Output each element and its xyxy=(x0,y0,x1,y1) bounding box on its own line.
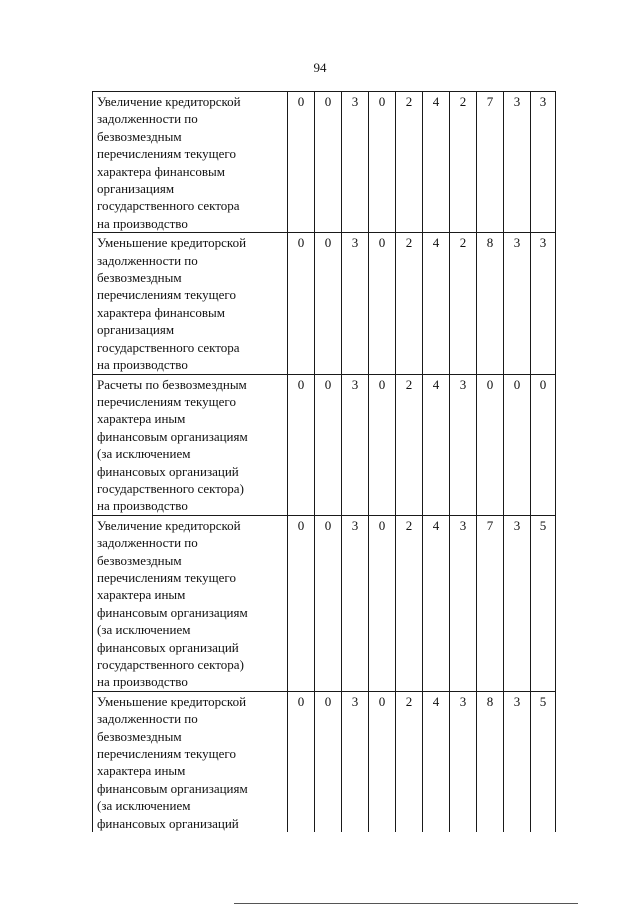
code-digit: 0 xyxy=(315,515,342,691)
code-digit: 0 xyxy=(369,515,396,691)
code-digit: 7 xyxy=(477,515,504,691)
page-number: 94 xyxy=(313,60,327,75)
code-digit: 3 xyxy=(342,374,369,515)
code-digit: 0 xyxy=(369,374,396,515)
label-line: задолженности по xyxy=(97,111,198,127)
label-line: финансовых организаций xyxy=(97,639,239,655)
code-digit: 0 xyxy=(531,374,556,515)
code-digit: 8 xyxy=(477,691,504,832)
table-row xyxy=(93,515,556,691)
code-digit: 0 xyxy=(315,691,342,832)
label-line: Уменьшение кредиторской xyxy=(97,235,247,251)
code-digit: 3 xyxy=(342,233,369,374)
code-digit: 3 xyxy=(450,374,477,515)
label-line: (за исключением xyxy=(97,622,191,638)
label-line: государственного сектора xyxy=(97,198,240,214)
code-digit: 8 xyxy=(477,233,504,374)
code-digit: 0 xyxy=(288,233,315,374)
code-digit: 3 xyxy=(504,691,531,832)
code-digit: 3 xyxy=(504,515,531,691)
label-line: перечислениям текущего xyxy=(97,287,236,303)
code-digit: 2 xyxy=(396,691,423,832)
code-digit: 3 xyxy=(531,233,556,374)
label-line: характера иным xyxy=(97,763,186,779)
code-digit: 3 xyxy=(531,92,556,233)
label-line: организациям xyxy=(97,181,175,197)
label-line: безвозмездным xyxy=(97,270,182,286)
row-label xyxy=(93,92,288,233)
code-digit: 4 xyxy=(423,374,450,515)
label-line: (за исключением xyxy=(97,798,191,814)
label-line: характера финансовым xyxy=(97,304,225,320)
table-row xyxy=(93,233,556,374)
code-digit: 0 xyxy=(315,374,342,515)
label-line: характера финансовым xyxy=(97,163,225,179)
label-line: на производство xyxy=(97,498,188,514)
label-line: задолженности по xyxy=(97,252,198,268)
code-digit: 2 xyxy=(396,233,423,374)
label-line: Увеличение кредиторской xyxy=(97,94,241,109)
label-line: на производство xyxy=(97,357,188,373)
code-digit: 0 xyxy=(477,374,504,515)
label-line: на производство xyxy=(97,674,188,690)
code-digit: 2 xyxy=(450,92,477,233)
code-digit: 4 xyxy=(423,92,450,233)
code-digit: 3 xyxy=(504,92,531,233)
code-digit: 4 xyxy=(423,515,450,691)
code-digit: 0 xyxy=(369,233,396,374)
page-bottom-edge xyxy=(234,903,578,904)
code-digit: 5 xyxy=(531,691,556,832)
code-digit: 0 xyxy=(315,92,342,233)
row-label xyxy=(93,233,288,374)
table-row xyxy=(93,691,556,832)
code-digit: 0 xyxy=(369,92,396,233)
label-line: финансовых организаций xyxy=(97,815,239,831)
code-digit: 2 xyxy=(396,92,423,233)
label-line: Увеличение кредиторской xyxy=(97,517,241,533)
code-digit: 3 xyxy=(504,233,531,374)
code-digit: 3 xyxy=(342,92,369,233)
code-digit: 0 xyxy=(288,92,315,233)
code-digit: 0 xyxy=(369,691,396,832)
label-line: характера иным xyxy=(97,411,186,427)
code-digit: 4 xyxy=(423,233,450,374)
label-line: государственного сектора) xyxy=(97,480,244,496)
code-digit: 3 xyxy=(342,515,369,691)
label-line: перечислениям текущего xyxy=(97,569,236,585)
row-label xyxy=(93,515,288,691)
label-line: на производство xyxy=(97,215,188,231)
label-line: перечислениям текущего xyxy=(97,393,236,409)
label-line: перечислениям текущего xyxy=(97,746,236,762)
code-digit: 0 xyxy=(288,374,315,515)
label-line: задолженности по xyxy=(97,535,198,551)
label-line: (за исключением xyxy=(97,446,191,462)
label-line: Расчеты по безвозмездным xyxy=(97,376,247,392)
code-digit: 0 xyxy=(288,515,315,691)
code-digit: 2 xyxy=(450,233,477,374)
code-digit: 3 xyxy=(450,691,477,832)
label-line: финансовым организациям xyxy=(97,428,248,444)
label-line: задолженности по xyxy=(97,711,198,727)
label-line: финансовых организаций xyxy=(97,463,239,479)
code-digit: 0 xyxy=(288,691,315,832)
code-digit: 4 xyxy=(423,691,450,832)
label-line: безвозмездным xyxy=(97,128,182,144)
label-line: организациям xyxy=(97,322,175,338)
label-line: перечислениям текущего xyxy=(97,146,236,162)
row-label xyxy=(93,374,288,515)
label-line: Уменьшение кредиторской xyxy=(97,693,247,709)
code-digit: 0 xyxy=(504,374,531,515)
label-line: государственного сектора) xyxy=(97,657,244,672)
classification-table xyxy=(92,91,556,832)
code-digit: 3 xyxy=(342,691,369,832)
label-line: финансовым организациям xyxy=(97,604,248,620)
row-label xyxy=(93,691,288,832)
table-row xyxy=(93,374,556,515)
label-line: безвозмездным xyxy=(97,552,182,568)
code-digit: 5 xyxy=(531,515,556,691)
label-line: государственного сектора xyxy=(97,339,240,355)
label-line: безвозмездным xyxy=(97,728,182,744)
label-line: финансовым организациям xyxy=(97,780,248,796)
table-row xyxy=(93,92,556,233)
code-digit: 2 xyxy=(396,374,423,515)
code-digit: 7 xyxy=(477,92,504,233)
code-digit: 0 xyxy=(315,233,342,374)
code-digit: 3 xyxy=(450,515,477,691)
label-line: характера иным xyxy=(97,587,186,603)
code-digit: 2 xyxy=(396,515,423,691)
